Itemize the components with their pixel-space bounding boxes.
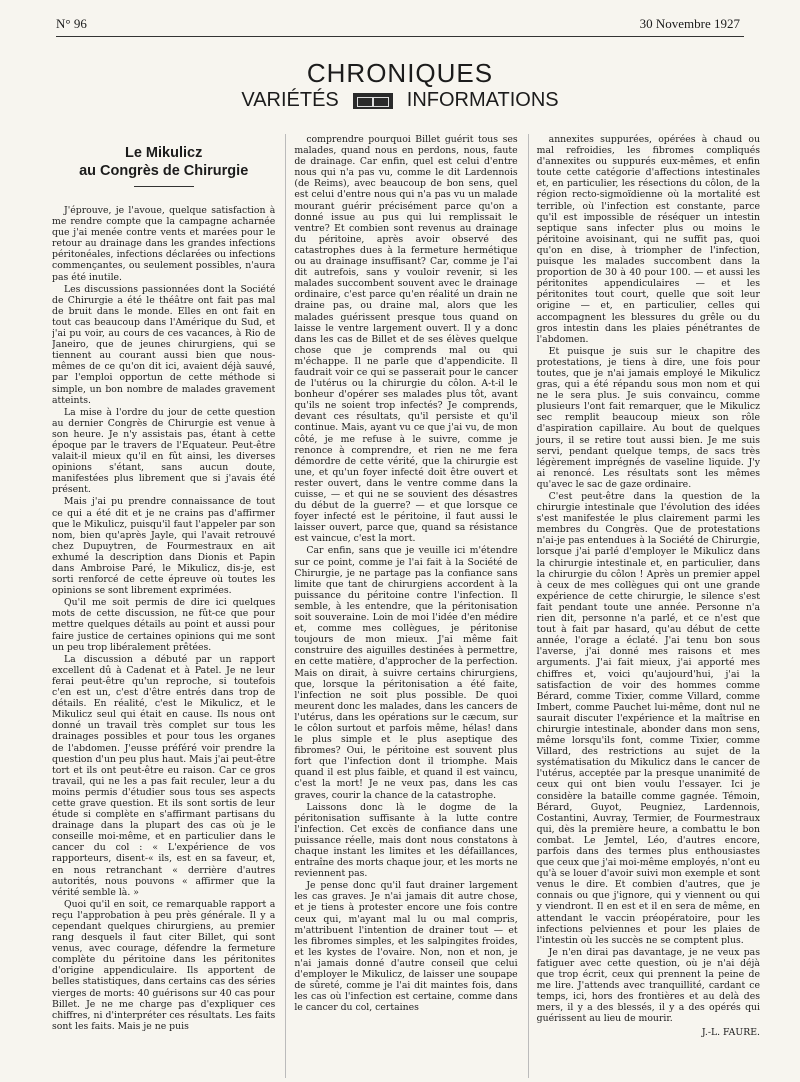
masthead-title: CHRONIQUES xyxy=(306,58,494,88)
paragraph: Qu'il me soit permis de dire ici quelques mots de cette discussion, ne fût-ce que pour mettre quelques détails au point et aussi pour faire justice de certaines opinions qui me sont un peu trop libéralement prêtées. xyxy=(52,597,276,653)
page-header xyxy=(56,16,740,32)
column-1-text xyxy=(52,205,275,1032)
paragraph: Car enfin, sans que je veuille ici m'étendre sur ce point, comme je l'ai fait à la Société de Chirurgie, je ne partage pas la confiance sans limite que tant de chirurgiens accordent à la puissance du péritoine contre l'infection. Il semble, à les entendre, que la péritonisation soit souveraine. Loin de moi l'idée d'en médire et, comme mes collègues, je péritonise toujours de mon mieux. J'ai même fait construire des aiguilles destinées à permettre, en cette matière, d'approcher de la perfection. Mais on dirait, à suivre certains chirurgiens, que, lorsque la péritonisation a été faite, l'infection ne soit plus possible. De quoi meurent donc les malades, dans les cancers de l'utérus, dans les opérations sur le cæcum, sur le côlon surtout et parfois même, hélas! dans le plus simple et le plus aseptique des fibromes? Oui, le péritoine est souvent plus fort que l'infection dont il triomphe. Mais quand il est plus faible, et quand il est vaincu, c'est la mort! Je ne veux pas, dans les cas graves, courir la chance de la catastrophe. xyxy=(294,545,518,801)
paragraph: Les discussions passionnées dont la Société de Chirurgie a été le théâtre ont fait pas mal de bruit dans le monde. Elles en ont fait en tout cas beaucoup dans l'Amérique du Sud, et j'ai pu voir, au cours de ces vacances, à Rio de Janeiro, que de jeunes chirurgiens, qui se tiennent au courant aussi bien que nous-mêmes de ce qu'on dit ici, avaient déjà sauvé, par l'emploi opportun de cette méthode si simple, un bon nombre de malades gravement atteints. xyxy=(52,283,276,406)
paragraph: comprendre pourquoi Billet guérit tous ses malades, quand nous en perdons, nous, faute de drainage. Car enfin, quel est celui d'entre nous qui n'a pas vu, comme le dit Lardennois (de Reims), avec beaucoup de bon sens, quel est celui d'entre nous qui n'a pas vu un malade mourant guérir précisément parce qu'on a donné issue au pus qui lui remplissait le ventre? Et combien sont revenus au drainage du péritoine, après avoir observé des catastrophes dues à la fermeture hermétique ou au drainage insuffisant? Car, comme je l'ai dit autrefois, sans y vouloir revenir, si les malades succombent souvent avec le drainage ordinaire, c'est parce qu'en réalité un drain ne draine pas, ou draine mal, alors que les malades guérissent presque tous quand on laisse le ventre largement ouvert. Il y a donc dans les cas de Billet et de ses élèves quelque chose que je comprends mal ou qui m'échappe. Il ne parle que d'appendicite. Il faudrait voir ce qui se passerait pour le cancer de l'utérus ou la chirurgie du côlon. A-t-il le bonheur d'opérer ses malades plus tôt, avant qu'ils ne soient trop infectés? Je comprends, devant ces résultats, qu'il persiste et qu'il continue. Mais, ayant vu ce que j'ai vu, de mon côté, je me refuse à le suivre, comme je renonce à comprendre, et rien ne me fera démordre de cette vérité, que la chirurgie est une, et qu'un foyer infecté doit être ouvert et rester ouvert, dans le ventre comme dans la cuisse, — et qui ne se souvient des désastres du début de la guerre? — et que lorsque ce foyer infecté est le péritoine, il faut aussi le laisser ouvert, parce que, quand sa résistance est vaincue, c'est la mort. xyxy=(294,134,518,545)
issue-date: 30 Novembre 1927 xyxy=(639,16,740,31)
issue-number: N° 96 xyxy=(56,16,87,31)
masthead xyxy=(0,58,800,112)
paragraph: Laissons donc là le dogme de la péritonisation suffisante à la lutte contre l'infection. Cet excès de confiance dans une puissance réelle, mais dont nous constatons à chaque instant les limites et les défaillances, entraîne des morts chaque jour, et les morts ne reviennent pas. xyxy=(294,801,518,880)
signature: J.-L. FAURE. xyxy=(701,1026,760,1038)
paragraph: Quoi qu'il en soit, ce remarquable rapport a reçu l'approbation à peu près générale. Il y a cependant quelques chirurgiens, au premier rang desquels il faut citer Billet, qui sont venus, avec courage, défendre la fermeture complète du péritoine dans les péritonites d'origine appendiculaire. Ils apportent de belles statistiques, dans certains cas des séries vierges de morts: 40 guérisons sur 40 cas pour Billet. Je ne me charge pas d'expliquer ces chiffres, ni d'interpréter ces résultats. Les faits sont les faits. Mais je ne puis xyxy=(52,898,276,1032)
masthead-right: INFORMATIONS xyxy=(406,89,559,111)
paragraph: Je pense donc qu'il faut drainer largement les cas graves. Je n'ai jamais dit autre chose, et je tiens à protester encore une fois contre ceux qui, m'ayant mal lu ou mal compris, m'attribuent l'intention de drainer tout — et les fibromes simples, et les salpingites froides, et les kystes de l'ovaire. Non, non et non, je n'ai jamais donné d'autre conseil que celui d'employer le Mikulicz, de laisser une soupape de sûreté, comme je l'ai dit maintes fois, dans les cas où l'infection est certaine, comme dans le cancer du col, certaines xyxy=(294,880,518,1014)
header-rule xyxy=(56,36,744,37)
paragraph: annexites suppurées, opérées à chaud ou mal refroidies, les fibromes compliqués d'annexites ou suppurés eux-mêmes, et enfin toute cette catégorie d'affections intestinales et, en particulier, les résections du côlon, de la région recto-sigmoïdienne où la mortalité est terrible, où l'infection est constante, parce qu'il est impossible de réséquer un intestin septique sans infecter plus ou moins le péritoine avoisinant, qui ne suffit pas, quoi qu'on en dise, à triompher de l'infection, puisque les malades succombent dans la proportion de 30 à 40 pour 100. — et aussi les péritonites appendiculaires — et les péritonites tout court, quelle que soit leur origine — et, en particulier, celles qui accompagnent les blessures du grêle ou du gros intestin dans les plaies pénétrantes de l'abdomen. xyxy=(536,134,760,345)
column-3-text xyxy=(537,134,760,1025)
title-rule xyxy=(134,186,194,187)
masthead-left: VARIÉTÉS xyxy=(241,89,339,111)
paragraph: Je n'en dirai pas davantage, je ne veux pas fatiguer avec cette question, où je n'ai déjà que trop écrit, ceux qui prennent la peine de me lire. J'attends avec tranquillité, cardant ce temps, ici, hors des frontières et au delà des mers, il y a des blessés, il y a des opérés qui guérissent au lieu de mourir. xyxy=(536,946,760,1025)
article-title: Le Mikulicz au Congrès de Chirurgie xyxy=(79,145,249,179)
paragraph: La discussion a débuté par un rapport excellent dû à Cadenat et à Patel. Je ne leur ferai peut-être qu'un reproche, si toutefois c'en est un, c'est d'être entrés dans trop de détails. En réalité, c'est le Mikulicz, et le Mikulicz seul qui était en cause. Ils nous ont donné un travail très complet sur tous les drainages possibles et pour tous les organes de l'abdomen. J'eusse préféré voir prendre la question d'un peu plus haut. Mais j'ai peut-être tort et ils ont peut-être eu raison. Car ce gros travail, qui ne les a pas fait reculer, leur a du moins permis d'étudier sous tous ses aspects cette grave question. Et ils sont sortis de leur étude si complète en s'affirmant partisans du drainage dans la plupart des cas où je le conseille moi-même, et en particulier dans le cancer du col : « L'expérience de vos rapporteurs, disent-« ils, est en sa faveur, et, en nous retranchant « derrière d'autres autorités, nous pouvons « affirmer que la vérité semble là. » xyxy=(52,653,276,898)
paragraph: J'éprouve, je l'avoue, quelque satisfaction à me rendre compte que la campagne acharnée que j'ai menée contre vents et marées pour le retour au drainage dans les grandes infections péritonéales, infections déclarées ou infections commençantes, ou seulement possibles, n'aura pas été inutile. xyxy=(52,205,276,283)
column-1 xyxy=(52,134,275,1078)
paragraph: C'est peut-être dans la question de la chirurgie intestinale que l'évolution des idées s'est manifestée le plus clairement parmi les membres du Congrès. Que de protestations n'ai-je pas entendues à la Société de Chirurgie, lorsque j'ai parlé d'employer le Mikulicz dans la chirurgie intestinale et, en particulier, dans la chirurgie du côlon ! Après un premier appel à ceux de mes collègues qui ont une grande expérience de cette chirurgie, le silence s'est fait pendant toute une année. Personne n'a rien dit, personne n'a parlé, et ce n'est que tout à fait par hasard, qu'au début de cette année, l'orage a éclaté. J'ai tenu bon sous l'averse, j'ai donné mes raisons et mes arguments. J'ai fait mieux, j'ai apporté mes chiffres et, voici qu'aujourd'hui, j'ai la satisfaction de voir des hommes comme Bérard, comme Tixier, comme Villard, comme Imbert, comme Pauchet lui-même, dont nul ne saurait discuter l'expérience et la maîtrise en chirurgie intestinale, abonder dans mon sens, même lorsqu'ils font, comme Tixier, comme Villard, des restrictions au sujet de la systématisation du Mikulicz dans le cancer de l'utérus, acceptée par la presque unanimité de ceux qui ont bien voulu l'essayer. Ici je considère la bataille comme gagnée. Témoin, Bérard, Guyot, Peugniez, Lardennois, Costantini, Auvray, Termier, de Fourmestraux qui, dès la première heure, a combattu le bon combat. Le Jemtel, Léo, d'autres encore, parfois dans des termes plus enthousiastes que ceux que j'ai moi-même employés, n'ont eu qu'à se louer d'avoir suivi mon exemple et sont venus le dire. Et combien d'autres, que je connais ou que j'ignore, qui y viennent ou qui y viendront. Il en est et il en sera de même, en attendant le vaccin préopératoire, pour les infections pelviennes et pour les plaies de l'intestin où les succès ne se comptent plus. xyxy=(536,491,760,946)
article-columns xyxy=(52,134,760,1078)
masthead-subtitle xyxy=(0,89,800,112)
paragraph: Mais j'ai pu prendre connaissance de tout ce qui a été dit et je ne crains pas d'affirmer que le Mikulicz, puisqu'il faut l'appeler par son nom, bien qu'après Jayle, qui l'avait retrouvé chez Dupuytren, de Fourmestraux en ait exhumé la description dans Dionis et Papin dans Ambroise Paré, le Mikulicz, dis-je, est sorti renforcé de cette épreuve où toutes les opinions se sont librement exprimées. xyxy=(52,496,276,597)
column-2-text xyxy=(294,134,517,1013)
paragraph: La mise à l'ordre du jour de cette question au dernier Congrès de Chirurgie est venue à son heure. Je n'y assistais pas, étant à cette époque par le travers de l'Equateur. Peut-être valait-il mieux qu'il en fût ainsi, les diverses opinions s'étant, sans aucun doute, manifestées plus librement que si j'avais été présent. xyxy=(52,406,276,496)
paragraph: Et puisque je suis sur le chapitre des protestations, je tiens à dire, une fois pour toutes, que je n'ai jamais employé le Mikulicz gras, qui a été répandu sous mon nom et qui ne le sera plus. Je suis convaincu, comme plusieurs l'ont fait remarquer, que le Mikulicz sec remplit beaucoup mieux son rôle d'aspiration capillaire. Au bout de quelques jours, il se retire tout aussi bien. Je me suis servi, pendant quelque temps, de sacs très légèrement imprégnés de vaseline liquide. J'y ai renoncé. Les résultats sont les mêmes qu'avec le sac de gaze ordinaire. xyxy=(536,345,760,490)
masthead-emblem-icon xyxy=(353,93,393,109)
column-2 xyxy=(285,134,517,1078)
column-3 xyxy=(528,134,760,1078)
